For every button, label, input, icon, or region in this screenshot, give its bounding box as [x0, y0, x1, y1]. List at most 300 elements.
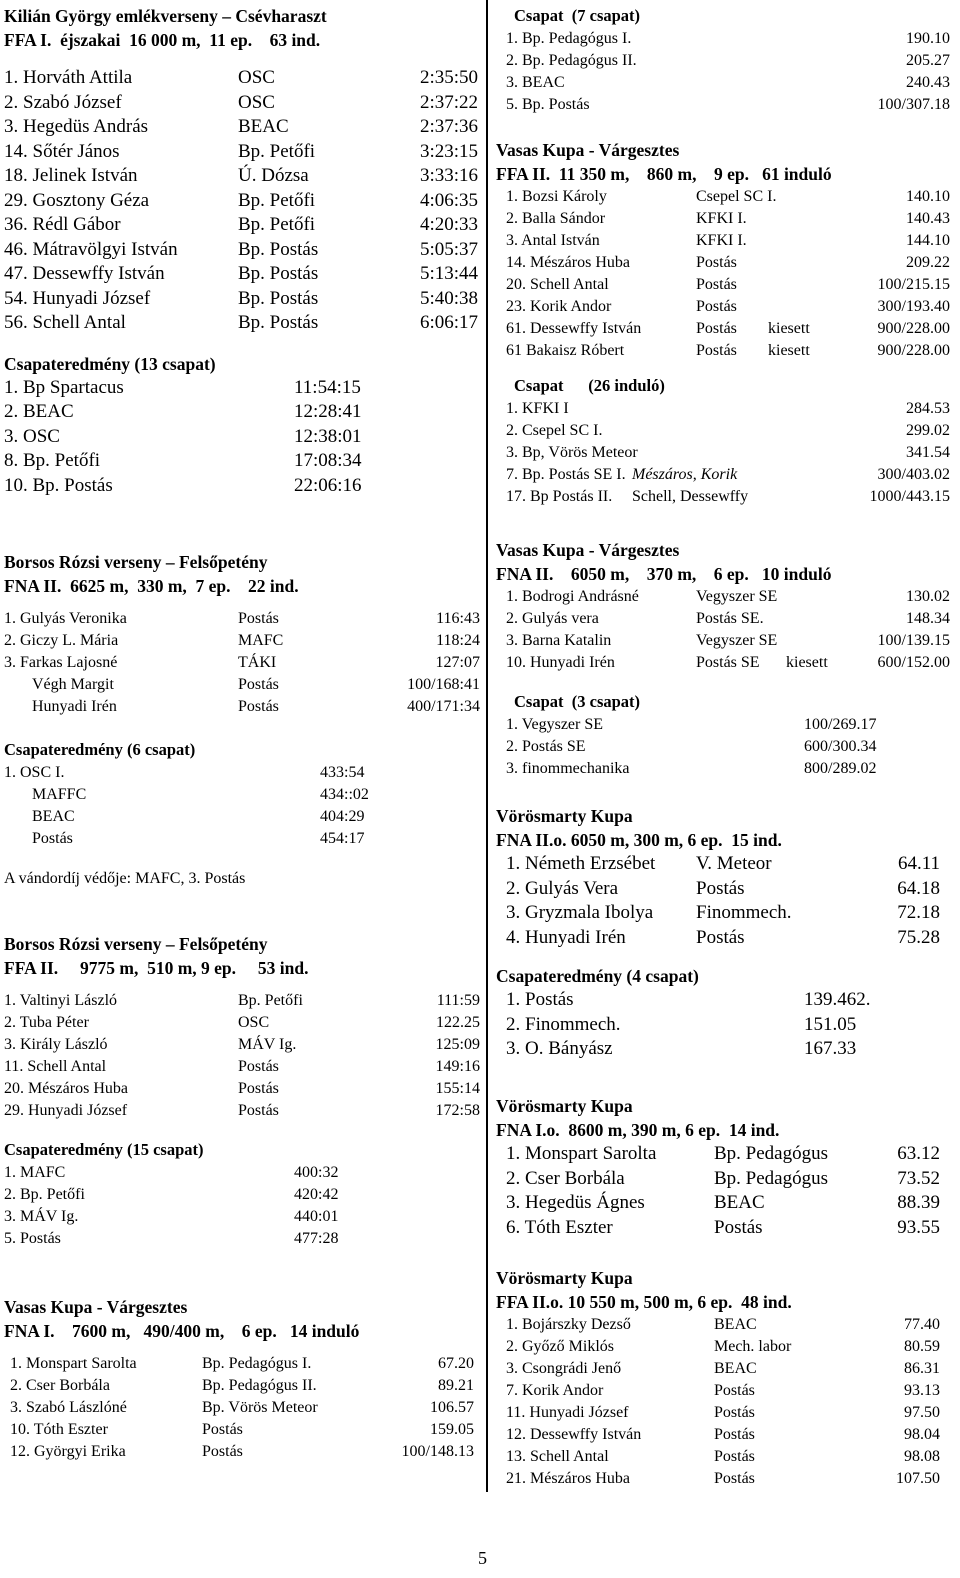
table-row: [496, 1167, 956, 1192]
table-row: [496, 714, 956, 736]
table-row: [496, 28, 956, 50]
cell-time: 151.05: [804, 1013, 857, 1035]
cell-club: BEAC: [714, 1192, 765, 1213]
table-row: [4, 1353, 484, 1375]
column-divider: [486, 0, 488, 1492]
page-number: 5: [478, 1548, 487, 1568]
cell-time: 454:17: [320, 830, 365, 847]
table-row: [496, 1380, 956, 1402]
table-row: [496, 1358, 956, 1380]
table-row: [496, 758, 956, 780]
cell-name: 12. Györgyi Erika: [10, 1443, 126, 1460]
cell-time: 22:06:16: [294, 474, 362, 496]
cell-team: 10. Bp. Postás: [4, 474, 113, 496]
table-row: [4, 828, 484, 850]
cell-time: 400/171:34: [407, 698, 480, 715]
table-row: [4, 1206, 484, 1228]
cell-time: 600/300.34: [804, 738, 877, 755]
table-row: [4, 1012, 484, 1034]
cell-time: 404:29: [320, 808, 365, 825]
team-results-title: Csapateredmény (6 csapat): [4, 740, 196, 759]
section-vasas-fna1-team: [496, 4, 956, 116]
results-table: [4, 608, 484, 718]
table-row: [496, 988, 956, 1013]
cell-name: 1. Monspart Sarolta: [10, 1355, 137, 1372]
cell-club: KFKI I.: [696, 210, 747, 227]
cell-time: 299.02: [906, 422, 950, 439]
cell-time: 900/228.00: [877, 320, 950, 337]
cell-team: 2. Bp. Pedagógus II.: [506, 52, 637, 69]
table-row: [496, 486, 956, 508]
table-row: [496, 736, 956, 758]
results-table: [4, 990, 484, 1122]
cell-team: 2. Finommech.: [506, 1013, 621, 1035]
section-subtitle: FFA I. éjszakai 16 000 m, 11 ep. 63 ind.: [4, 30, 321, 50]
section-title: Kilián György emlékverseny – Csévharaszt: [4, 6, 327, 26]
cell-club: Vegyszer SE: [696, 588, 778, 605]
table-row: [496, 1216, 956, 1241]
cell-time: 88.39: [897, 1192, 940, 1213]
cell-time: 111:59: [436, 992, 480, 1009]
cell-time: 5:13:44: [419, 263, 478, 284]
table-row: [4, 213, 484, 238]
section-title: Vörösmarty Kupa: [496, 806, 633, 826]
table-row: [4, 66, 484, 91]
cell-name: Végh Margit: [32, 676, 114, 693]
table-row: [4, 784, 484, 806]
cell-time: 77.40: [904, 1316, 940, 1333]
results-table: [496, 586, 956, 674]
table-row: [496, 1424, 956, 1446]
cell-time: 12:38:01: [294, 425, 362, 447]
section-subtitle: FFA II. 9775 m, 510 m, 9 ep. 53 ind.: [4, 958, 309, 978]
table-row: [4, 674, 484, 696]
table-row: [4, 449, 484, 474]
section-vasas-fna1: [4, 1295, 484, 1463]
cell-team: 1. KFKI I: [506, 400, 569, 417]
cell-time: 2:37:22: [419, 91, 478, 113]
cell-team: 1. Postás: [506, 989, 574, 1010]
cell-club: BEAC: [238, 116, 289, 137]
cell-time: 75.28: [897, 926, 940, 948]
table-row: [496, 274, 956, 296]
table-row: [496, 50, 956, 72]
results-table: [496, 186, 956, 362]
cell-club: Postás: [696, 342, 737, 359]
team-results-table: [496, 398, 956, 508]
section-subtitle: FFA II.o. 10 550 m, 500 m, 6 ep. 48 ind.: [496, 1292, 792, 1312]
cell-team: MAFFC: [32, 786, 87, 803]
cell-time: 3:33:16: [419, 165, 478, 186]
cell-time: 155:14: [435, 1080, 480, 1097]
cell-club: Bp. Postás: [238, 263, 319, 284]
cell-name: 4. Hunyadi Irén: [506, 926, 626, 948]
section-felsopeteny-fna: [4, 550, 484, 890]
section-subtitle: FNA II.o. 6050 m, 300 m, 6 ep. 15 ind.: [496, 830, 782, 850]
cell-time: 190.10: [906, 30, 950, 47]
cell-club: Postás: [238, 1058, 279, 1075]
cell-club: Postás: [696, 254, 737, 271]
cell-time: 6:06:17: [419, 312, 478, 333]
cell-time: 63.12: [897, 1143, 940, 1164]
cell-club: Bp. Petőfi: [238, 189, 316, 211]
cell-time: 2:35:50: [419, 67, 478, 88]
cell-club: Bp. Pedagógus I.: [202, 1355, 312, 1372]
cell-time: 5:40:38: [419, 287, 478, 309]
cell-time: 149:16: [435, 1058, 480, 1075]
section-title: Vörösmarty Kupa: [496, 1096, 633, 1116]
cell-club: Postás: [714, 1448, 755, 1465]
cell-club: Vegyszer SE: [696, 632, 778, 649]
cell-name: 1. Monspart Sarolta: [506, 1143, 657, 1164]
cell-club: MÁV Ig.: [238, 1036, 297, 1053]
table-row: [4, 474, 484, 499]
table-row: [4, 287, 484, 312]
cell-name: 21. Mészáros Huba: [506, 1470, 630, 1487]
cell-time: 98.04: [904, 1426, 940, 1443]
section-vorosmarty-fna2: [496, 804, 956, 1062]
table-row: [496, 94, 956, 116]
table-row: [496, 420, 956, 442]
cell-club: KFKI I.: [696, 232, 747, 249]
cell-time: 240.43: [906, 74, 950, 91]
cell-time: 148.34: [906, 610, 950, 627]
cell-team: 3. BEAC: [506, 74, 565, 91]
cell-club: Postás: [714, 1404, 755, 1421]
section-vorosmarty-fna1: [496, 1094, 956, 1240]
cell-team: 3. finommechanika: [506, 760, 630, 777]
cell-club: Postás: [238, 698, 279, 715]
table-row: [4, 115, 484, 140]
cell-status: kiesett: [768, 342, 810, 359]
cell-time: 400:32: [294, 1164, 339, 1181]
cell-name: 3. Farkas Lajosné: [4, 654, 118, 671]
cell-club: V. Meteor: [696, 853, 772, 874]
cell-club: Postás: [696, 276, 737, 293]
cell-name: 36. Rédl Gábor: [4, 214, 121, 235]
cell-time: 64.11: [897, 853, 940, 874]
cell-team: 8. Bp. Petőfi: [4, 450, 101, 471]
section-title: Vasas Kupa - Várgesztes: [496, 540, 680, 560]
cell-club: Csepel SC I.: [696, 188, 777, 205]
cell-club: Postás: [714, 1470, 755, 1487]
section-subtitle: FNA II. 6625 m, 330 m, 7 ep. 22 ind.: [4, 576, 299, 596]
cell-name: 3. Király László: [4, 1036, 108, 1053]
table-row: [496, 926, 956, 951]
cell-time: 100/215.15: [877, 276, 950, 293]
cell-club: Postás SE: [696, 654, 760, 671]
table-row: [496, 318, 956, 340]
cell-time: 67.20: [438, 1355, 474, 1372]
table-row: [4, 1419, 484, 1441]
cell-club: Bp. Petőfi: [238, 992, 303, 1009]
cell-club: Postás: [202, 1443, 243, 1460]
cell-club: Postás: [696, 298, 737, 315]
cell-name: 1. Bodrogi Andrásné: [506, 588, 639, 605]
table-row: [496, 1314, 956, 1336]
table-row: [4, 806, 484, 828]
cell-club: Bp. Pedagógus II.: [202, 1377, 317, 1394]
cell-club: Postás: [202, 1421, 243, 1438]
cell-club: Bp. Pedagógus: [714, 1167, 828, 1189]
cell-time: 341.54: [906, 444, 950, 461]
cell-club: OSC: [238, 67, 275, 88]
cell-time: 2:37:36: [419, 116, 478, 137]
table-row: [496, 652, 956, 674]
table-row: [496, 608, 956, 630]
cell-team: 5. Bp. Postás: [506, 96, 590, 113]
cell-team: 1. Vegyszer SE: [506, 716, 604, 733]
cell-time: 11:54:15: [294, 376, 361, 398]
team-results-table: [496, 28, 956, 116]
cell-team: 2. Csepel SC I.: [506, 422, 603, 439]
cell-club: Postás: [696, 320, 737, 337]
table-row: [496, 296, 956, 318]
results-table: [496, 1314, 956, 1490]
cell-time: 139.462.: [804, 989, 871, 1010]
cell-club: Postás: [714, 1382, 755, 1399]
cell-club: Bp. Petőfi: [238, 140, 316, 162]
cell-name: 3. Barna Katalin: [506, 632, 612, 649]
cell-time: 17:08:34: [294, 450, 362, 471]
cell-club: Finommech.: [696, 902, 792, 923]
cell-time: 209.22: [906, 254, 950, 271]
table-row: [496, 1191, 956, 1216]
cell-name: 2. Gulyás Vera: [506, 877, 619, 899]
table-row: [4, 1100, 484, 1122]
cell-time: 800/289.02: [804, 760, 877, 777]
cell-time: 127:07: [435, 654, 480, 671]
cell-time: 116:43: [436, 610, 480, 627]
cell-time: 118:24: [436, 632, 480, 649]
cell-team: BEAC: [32, 808, 75, 825]
cell-team: 3. MÁV Ig.: [4, 1208, 79, 1225]
cell-name: 20. Schell Antal: [506, 276, 609, 293]
cell-time: 167.33: [804, 1038, 857, 1059]
results-table: [4, 1353, 484, 1463]
cell-name: 1. Bojárszky Dezső: [506, 1316, 631, 1333]
table-row: [496, 442, 956, 464]
table-row: [4, 400, 484, 425]
cell-name: 2. Cser Borbála: [10, 1377, 110, 1394]
cell-name: 1. Valtinyi László: [4, 992, 118, 1009]
cell-club: MAFC: [238, 632, 284, 649]
table-row: [4, 1034, 484, 1056]
cell-team: 2. BEAC: [4, 401, 74, 422]
table-row: [496, 72, 956, 94]
cell-time: 600/152.00: [877, 654, 950, 671]
cell-name: 2. Tuba Péter: [4, 1014, 89, 1031]
table-row: [4, 1228, 484, 1250]
cell-team: 7. Bp. Postás SE I.: [506, 466, 626, 483]
table-row: [496, 186, 956, 208]
table-row: [496, 1336, 956, 1358]
cell-time: 89.21: [438, 1377, 474, 1394]
table-row: [4, 140, 484, 165]
table-row: [496, 1037, 956, 1062]
section-title: Vasas Kupa - Várgesztes: [4, 1297, 188, 1317]
table-row: [4, 1397, 484, 1419]
cell-club: Postás: [238, 676, 279, 693]
cell-time: 106.57: [430, 1399, 474, 1416]
table-row: [4, 238, 484, 263]
table-row: [4, 608, 484, 630]
cell-name: 20. Mészáros Huba: [4, 1080, 128, 1097]
cell-name: 46. Mátravölgyi István: [4, 238, 178, 260]
cell-members: Schell, Dessewffy: [632, 488, 749, 505]
cell-name: Hunyadi Irén: [32, 698, 117, 715]
cell-time: 440:01: [294, 1208, 339, 1225]
cell-name: 1. Gulyás Veronika: [4, 610, 127, 627]
cell-time: 93.13: [904, 1382, 940, 1399]
cell-time: 100/148.13: [401, 1443, 474, 1460]
results-table: [496, 852, 956, 950]
cell-status: kiesett: [768, 320, 810, 337]
cell-name: 3. Csongrádi Jenő: [506, 1360, 622, 1377]
team-results-table: [496, 714, 956, 780]
table-row: [4, 1184, 484, 1206]
cell-time: 98.08: [904, 1448, 940, 1465]
cell-name: 14. Sőtér János: [4, 140, 120, 162]
cell-time: 172:58: [435, 1102, 480, 1119]
cell-club: OSC: [238, 1014, 270, 1031]
table-row: [4, 189, 484, 214]
cell-team: 3. OSC: [4, 425, 60, 447]
cell-name: 23. Korik Andor: [506, 298, 612, 315]
cell-time: 477:28: [294, 1230, 339, 1247]
section-subtitle: FNA II. 6050 m, 370 m, 6 ep. 10 induló: [496, 564, 832, 584]
cell-name: 2. Balla Sándor: [506, 210, 606, 227]
cell-club: TÁKI: [238, 654, 277, 671]
cell-time: 1000/443.15: [869, 488, 950, 505]
table-row: [496, 1402, 956, 1424]
cell-name: 47. Dessewffy István: [4, 263, 165, 284]
section-title: Vörösmarty Kupa: [496, 1268, 633, 1288]
table-row: [4, 262, 484, 287]
cell-name: 2. Giczy L. Mária: [4, 632, 119, 649]
table-row: [496, 630, 956, 652]
cell-time: 72.18: [897, 902, 940, 923]
table-row: [4, 311, 484, 336]
cell-club: BEAC: [714, 1360, 757, 1377]
cell-name: 1. Bozsi Károly: [506, 188, 607, 205]
cell-team: 3. Bp, Vörös Meteor: [506, 444, 638, 461]
trophy-note: A vándordíj védője: MAFC, 3. Postás: [4, 870, 246, 887]
table-row: [496, 1013, 956, 1038]
team-results-table: [4, 376, 484, 499]
cell-name: 6. Tóth Eszter: [506, 1216, 613, 1238]
results-table: [4, 66, 484, 336]
cell-team: 5. Postás: [4, 1230, 61, 1247]
cell-time: 4:06:35: [419, 189, 478, 211]
table-row: [496, 852, 956, 877]
cell-club: Postás: [238, 1080, 279, 1097]
cell-name: 29. Gosztony Géza: [4, 189, 150, 211]
team-results-title: Csapat (3 csapat): [514, 692, 641, 711]
cell-name: 1. Németh Erzsébet: [506, 853, 656, 874]
table-row: [4, 376, 484, 401]
team-results-table: [496, 988, 956, 1062]
section-title: Borsos Rózsi verseny – Felsőpetény: [4, 934, 268, 954]
section-vorosmarty-ffa2: [496, 1266, 956, 1490]
table-row: [496, 208, 956, 230]
table-row: [496, 1446, 956, 1468]
cell-team: 1. OSC I.: [4, 764, 65, 781]
cell-name: 2. Cser Borbála: [506, 1167, 625, 1189]
cell-time: 100/307.18: [877, 96, 950, 113]
cell-name: 3. Gryzmala Ibolya: [506, 902, 654, 923]
cell-club: BEAC: [714, 1316, 757, 1333]
cell-time: 300/403.02: [877, 466, 950, 483]
cell-name: 10. Tóth Eszter: [10, 1421, 108, 1438]
cell-time: 4:20:33: [419, 214, 478, 235]
cell-time: 140.43: [906, 210, 950, 227]
table-row: [4, 652, 484, 674]
cell-time: 64.18: [897, 877, 940, 899]
section-csevharaszt: [4, 4, 484, 498]
table-row: [496, 877, 956, 902]
section-subtitle: FFA II. 11 350 m, 860 m, 9 ep. 61 induló: [496, 164, 832, 184]
cell-time: 433:54: [320, 764, 365, 781]
cell-time: 900/228.00: [877, 342, 950, 359]
table-row: [496, 252, 956, 274]
cell-team: 1. Bp. Pedagógus I.: [506, 30, 632, 47]
cell-team: 1. Bp Spartacus: [4, 376, 124, 398]
cell-name: 3. Hegedüs András: [4, 116, 149, 137]
table-row: [496, 1142, 956, 1167]
cell-time: 100/139.15: [877, 632, 950, 649]
table-row: [4, 762, 484, 784]
cell-time: 100/269.17: [804, 716, 877, 733]
cell-name: 29. Hunyadi József: [4, 1102, 128, 1119]
cell-time: 140.10: [906, 188, 950, 205]
cell-name: 56. Schell Antal: [4, 312, 126, 333]
cell-time: 5:05:37: [419, 238, 478, 260]
table-row: [4, 990, 484, 1012]
section-title: Borsos Rózsi verseny – Felsőpetény: [4, 552, 268, 572]
team-results-title: Csapateredmény (4 csapat): [496, 966, 699, 986]
cell-name: 61. Dessewffy István: [506, 320, 642, 337]
cell-time: 144.10: [906, 232, 950, 249]
cell-name: 2. Szabó József: [4, 91, 122, 113]
cell-name: 1. Horváth Attila: [4, 67, 133, 88]
cell-time: 159.05: [430, 1421, 474, 1438]
cell-name: 11. Hunyadi József: [506, 1404, 629, 1421]
cell-club: Bp. Postás: [238, 287, 319, 309]
table-row: [496, 586, 956, 608]
cell-name: 18. Jelinek István: [4, 165, 138, 186]
table-row: [4, 1441, 484, 1463]
table-row: [4, 1375, 484, 1397]
table-row: [4, 1056, 484, 1078]
cell-time: 73.52: [897, 1167, 940, 1189]
cell-club: Postás: [714, 1216, 763, 1238]
team-results-title: Csapateredmény (15 csapat): [4, 1140, 204, 1159]
cell-name: 3. Antal István: [506, 232, 600, 249]
cell-club: Postás: [714, 1426, 755, 1443]
cell-name: 13. Schell Antal: [506, 1448, 609, 1465]
cell-time: 100/168:41: [407, 676, 480, 693]
table-row: [496, 464, 956, 486]
table-row: [4, 630, 484, 652]
cell-club: Bp. Postás: [238, 238, 319, 260]
team-results-table: [4, 1162, 484, 1250]
cell-name: 54. Hunyadi József: [4, 287, 151, 309]
cell-team: 2. Bp. Petőfi: [4, 1186, 85, 1203]
section-felsopeteny-ffa: [4, 932, 484, 1250]
section-title: Vasas Kupa - Várgesztes: [496, 140, 680, 160]
table-row: [496, 230, 956, 252]
